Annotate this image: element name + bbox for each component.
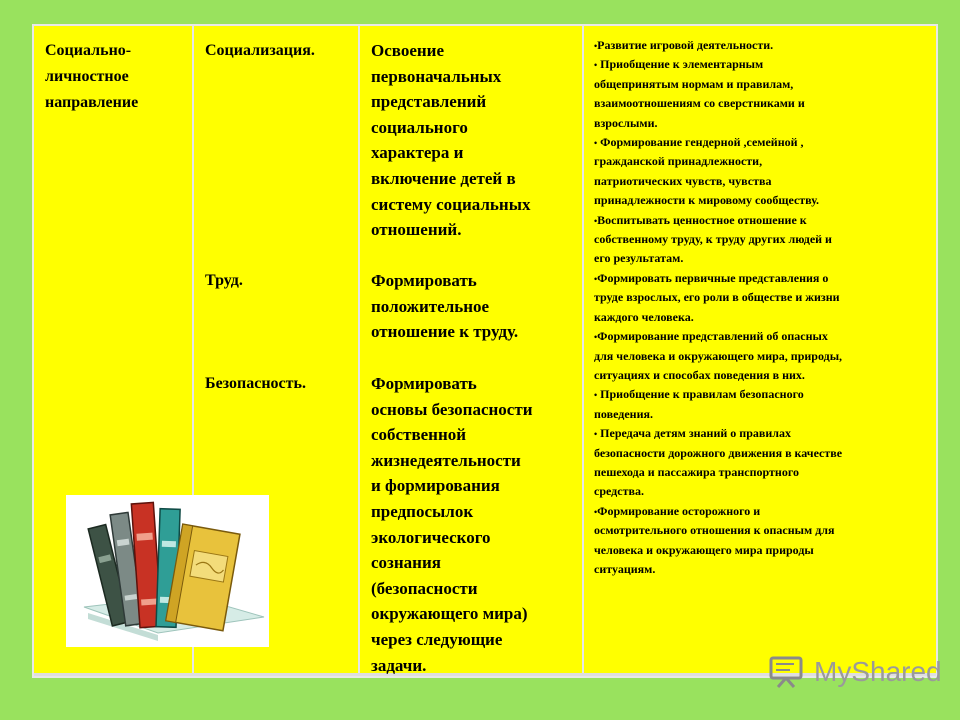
goal-line: характера и <box>371 143 464 163</box>
task-line <box>594 521 930 540</box>
task-line <box>594 424 930 443</box>
task-item <box>594 502 930 580</box>
task-line <box>594 191 930 210</box>
task-text: Формирование гендерной ,семейной , <box>597 135 804 150</box>
task-text: каждого человека. <box>594 309 694 324</box>
task-line <box>594 327 930 346</box>
bullet-icon: • <box>594 41 598 51</box>
bullet-icon: • <box>594 60 598 71</box>
task-line <box>594 541 930 560</box>
task-line <box>594 94 930 113</box>
direction-cell <box>45 38 185 116</box>
column-divider <box>582 26 584 676</box>
goal-line: (безопасности <box>371 578 478 598</box>
task-text: Формирование осторожного и <box>597 503 761 518</box>
task-line <box>594 347 930 366</box>
task-line <box>594 463 930 482</box>
task-line <box>594 133 930 152</box>
area-safety: Безопасность. <box>205 375 306 392</box>
task-line <box>594 152 930 171</box>
task-line <box>594 230 930 249</box>
task-line <box>594 482 930 501</box>
task-text: осмотрительного отношения к опасным для <box>594 523 835 538</box>
goal-line: предпосылок <box>371 501 474 521</box>
task-text: ситуациях и способах поведения в них. <box>594 367 805 382</box>
task-line <box>594 366 930 385</box>
task-text: Воспитывать ценностное отношение к <box>597 212 807 227</box>
tasks-cell <box>594 36 930 579</box>
goal-line: экологического <box>371 527 491 547</box>
goal-line: Освоение <box>371 41 445 60</box>
task-text: взаимоотношениям со сверстниками и <box>594 96 805 111</box>
goal-labor <box>371 268 576 345</box>
books-icon <box>66 495 269 647</box>
task-text: поведения. <box>594 406 653 421</box>
goal-line: социального <box>371 117 468 137</box>
task-line <box>594 249 930 268</box>
presentation-board-icon <box>768 655 808 689</box>
task-item <box>594 385 930 424</box>
direction-line: направление <box>45 94 139 111</box>
bullet-icon: • <box>594 390 598 401</box>
goal-line: положительное <box>371 296 490 316</box>
task-line <box>594 385 930 404</box>
task-text: труде взрослых, его роли в обществе и жизни <box>594 290 840 305</box>
task-line <box>594 36 930 55</box>
task-line <box>594 560 930 579</box>
goal-line: отношение к труду. <box>371 322 519 342</box>
task-text: собственному труду, к труду других людей и <box>594 232 832 247</box>
area-labor: Труд. <box>205 272 243 289</box>
task-text: пешехода и пассажира транспортного <box>594 464 799 479</box>
task-text: ситуациям. <box>594 561 656 576</box>
goal-line: сознания <box>371 553 441 573</box>
task-item <box>594 327 930 385</box>
goal-line: окружающего мира) <box>371 604 528 624</box>
direction-line: Социально- <box>45 42 132 59</box>
goal-line: через следующие <box>371 629 503 649</box>
task-text: общепринятым нормам и правилам, <box>594 76 794 91</box>
task-text: Формировать первичные представления о <box>597 270 829 285</box>
task-text: патриотических чувств, чувства <box>594 173 772 188</box>
task-line <box>594 75 930 94</box>
task-line <box>594 269 930 288</box>
goal-socialization <box>371 38 576 243</box>
task-item <box>594 211 930 269</box>
task-text: гражданской принадлежности, <box>594 154 763 169</box>
task-item <box>594 133 930 211</box>
task-text: для человека и окружающего мира, природы, <box>594 348 843 363</box>
goal-line: задачи. <box>371 655 427 675</box>
goal-line: Формировать <box>371 374 477 393</box>
task-item <box>594 269 930 327</box>
goal-line: жизнедеятельности <box>371 450 521 470</box>
area-socialization: Социализация. <box>205 42 315 59</box>
goal-line: Формировать <box>371 271 477 290</box>
task-text: принадлежности к мировому сообществу. <box>594 193 820 208</box>
goal-line: собственной <box>371 425 467 445</box>
bullet-icon: • <box>594 215 598 226</box>
task-text: Приобщение к элементарным <box>597 57 764 72</box>
task-item <box>594 55 930 133</box>
goal-line: систему социальных <box>371 194 531 214</box>
goal-line: включение детей в <box>371 168 516 188</box>
task-text: Приобщение к правилам безопасного <box>597 387 804 402</box>
task-item <box>594 424 930 502</box>
column-divider <box>358 26 360 676</box>
task-text: Передача детям знаний о правилах <box>597 426 792 441</box>
task-line <box>594 288 930 307</box>
task-text: его результатам. <box>594 251 684 266</box>
task-text: Формирование представлений об опасных <box>597 329 828 344</box>
task-line <box>594 502 930 521</box>
watermark-brand: MyShared <box>814 656 942 687</box>
task-line <box>594 211 930 230</box>
task-line <box>594 444 930 463</box>
task-text: средства. <box>594 484 644 499</box>
task-text: Развитие игровой деятельности. <box>597 38 774 52</box>
bullet-icon: • <box>594 273 598 284</box>
goal-line: и формирования <box>371 476 500 496</box>
task-line <box>594 308 930 327</box>
goal-line: отношений. <box>371 220 462 240</box>
task-text: человека и окружающего мира природы <box>594 542 814 557</box>
task-text: безопасности дорожного движения в качестве <box>594 445 843 460</box>
watermark <box>768 654 942 690</box>
bullet-icon: • <box>594 506 598 517</box>
bullet-icon: • <box>594 332 598 343</box>
direction-line: личностное <box>45 68 129 85</box>
goal-line: первоначальных <box>371 66 502 86</box>
task-line <box>594 114 930 133</box>
task-text: взрослыми. <box>594 115 658 130</box>
goal-line: основы безопасности <box>371 399 533 419</box>
goal-safety <box>371 371 576 678</box>
task-item <box>594 36 930 55</box>
books-illustration <box>66 495 269 647</box>
bullet-icon: • <box>594 138 598 149</box>
task-line <box>594 55 930 74</box>
task-line <box>594 172 930 191</box>
bullet-icon: • <box>594 429 598 440</box>
goal-line: представлений <box>371 92 487 112</box>
task-line <box>594 405 930 424</box>
